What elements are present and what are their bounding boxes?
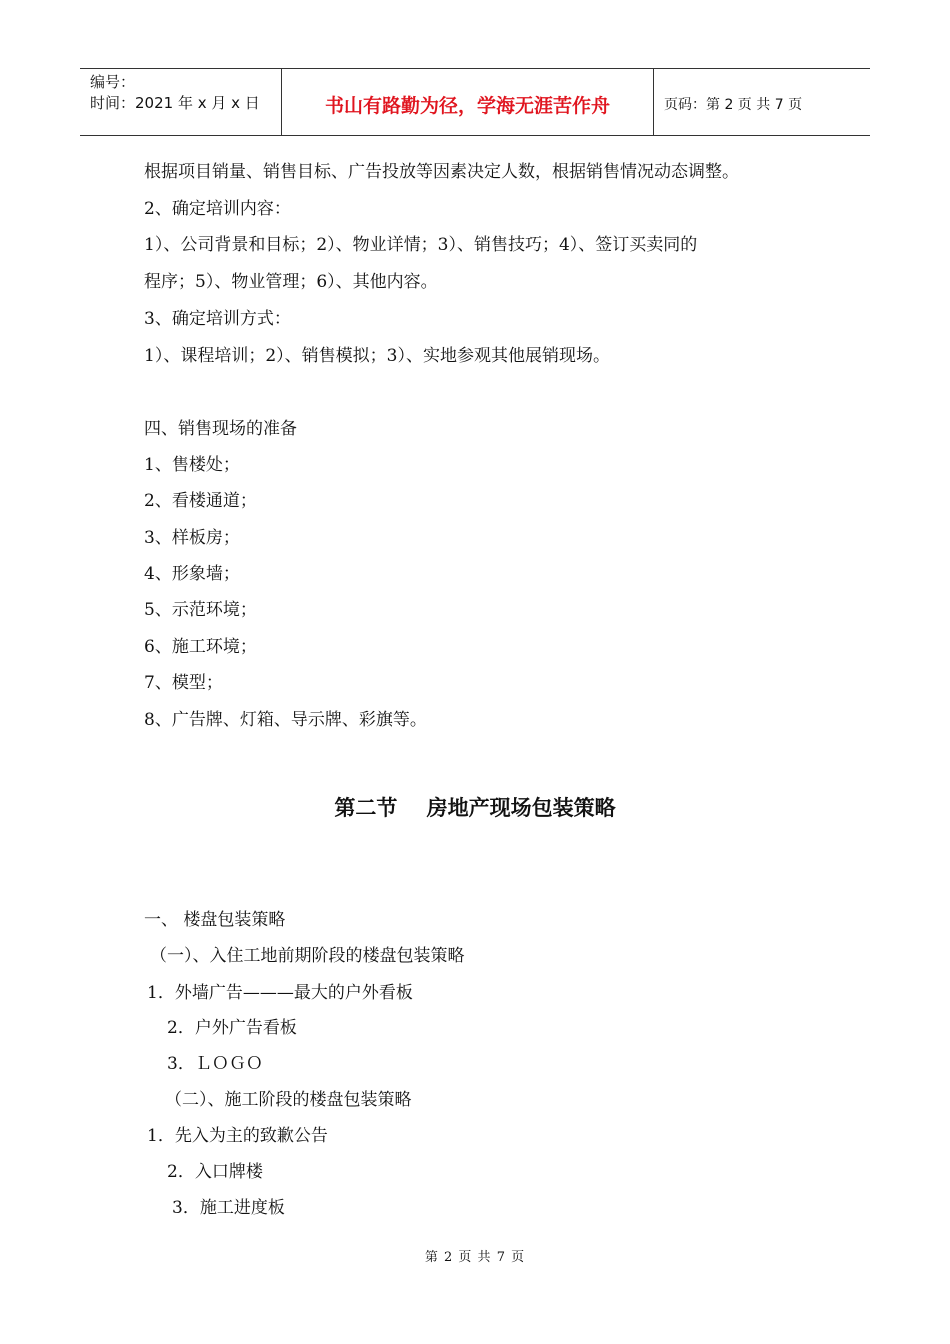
list-item: 4、形象墙； <box>144 564 240 584</box>
subsection-heading: 一、 楼盘包装策略 <box>144 910 286 930</box>
list-item: 1、售楼处； <box>144 455 240 475</box>
list-item: 6、施工环境； <box>144 637 257 657</box>
list-item: 2．入口牌楼 <box>167 1162 263 1182</box>
list-item: 7、模型； <box>144 673 223 693</box>
paragraph-line: 根据项目销量、销售目标、广告投放等因素决定人数，根据销售情况动态调整。 <box>144 162 739 182</box>
header-meta <box>80 69 282 135</box>
page-footer: 第 2 页 共 7 页 <box>424 1250 526 1265</box>
list-item: 8、广告牌、灯箱、导示牌、彩旗等。 <box>144 710 427 730</box>
paragraph-line: 2、确定培训内容： <box>144 199 291 219</box>
list-item: 1．先入为主的致歉公告 <box>147 1126 328 1146</box>
list-item: 2、看楼通道； <box>144 491 257 511</box>
header-page-info: 页码：第 2 页 共 7 页 <box>664 97 803 113</box>
section-title: 第二节 房地产现场包装策略 <box>334 796 616 820</box>
list-item: 3、样板房； <box>144 528 240 548</box>
list-item: 2．户外广告看板 <box>167 1018 297 1038</box>
list-item: 3．ＬＯＧＯ <box>167 1054 263 1074</box>
paragraph-line: 1）、课程培训；2）、销售模拟；3）、实地参观其他展销现场。 <box>144 346 610 366</box>
paragraph-line: 1）、公司背景和目标；2）、物业详情；3）、销售技巧；4）、签订买卖同的 <box>144 235 698 255</box>
document-number-label: 编号： <box>90 73 136 91</box>
section-heading: 四、销售现场的准备 <box>144 419 297 439</box>
paragraph-line: 程序；5）、物业管理；6）、其他内容。 <box>144 272 438 292</box>
page-header <box>80 68 870 136</box>
document-date: 时间：2021 年 x 月 x 日 <box>90 94 260 112</box>
paragraph-line: 3、确定培训方式： <box>144 309 291 329</box>
header-motto: 书山有路勤为径，学海无涯苦作舟 <box>282 69 654 135</box>
subsection-heading: （二）、施工阶段的楼盘包装策略 <box>165 1090 412 1110</box>
list-item: 5、示范环境； <box>144 600 257 620</box>
list-item: 3．施工进度板 <box>172 1198 285 1218</box>
list-item: 1．外墙广告———最大的户外看板 <box>147 983 413 1003</box>
subsection-heading: （一）、入住工地前期阶段的楼盘包装策略 <box>150 946 465 966</box>
